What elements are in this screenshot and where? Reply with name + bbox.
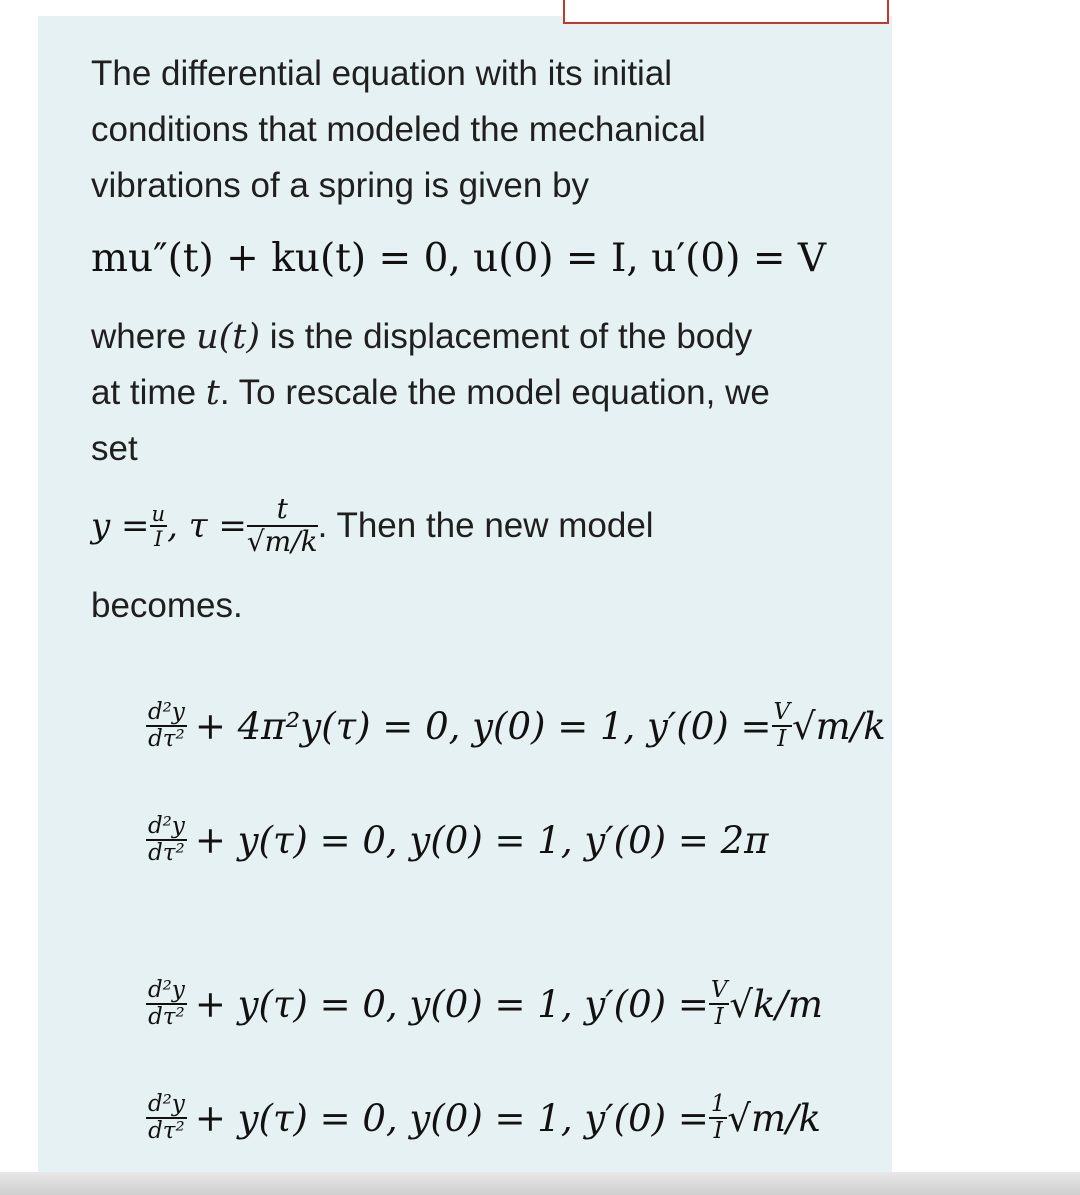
becomes-text: becomes.: [91, 586, 243, 625]
intro-paragraph: [91, 46, 851, 214]
bottom-edge: [0, 1172, 1080, 1195]
derivative-fraction: $\frac{\text{d²y}}{\text{dτ²}}$: [148, 1091, 185, 1145]
explain-paragraph: [91, 309, 851, 477]
answer-box[interactable]: [563, 0, 889, 24]
tau-fraction: $\frac{t}{√m/k}$: [246, 492, 318, 558]
derivative-fraction: $\frac{\text{d²y}}{\text{dτ²}}$: [148, 699, 185, 753]
derivative-fraction: $\frac{\text{d²y}}{\text{dτ²}}$: [148, 977, 185, 1031]
main-equation: mu″(t) + ku(t) = 0, u(0) = I, u′(0) = V: [91, 236, 827, 281]
t-var: t: [205, 373, 220, 413]
explain-line-2: at time t. To rescale the model equation, we: [91, 373, 770, 413]
explain-line-1: where u(t) is the displacement of the body: [91, 317, 753, 357]
intro-line-1: The differential equation with its initial: [91, 54, 673, 93]
option-a[interactable]: $\frac{\text{d²y}}{\text{dτ²}}$ + 4π²y(τ) = 0, y(0) = 1, y′(0) = $\frac{V}{I}$ √m/k: [148, 699, 886, 753]
explain-line-3: set: [91, 429, 138, 468]
option-b[interactable]: $\frac{\text{d²y}}{\text{dτ²}}$ + y(τ) = 0, y(0) = 1, y′(0) = 2π: [148, 813, 769, 867]
option-c[interactable]: $\frac{\text{d²y}}{\text{dτ²}}$ + y(τ) = 0, y(0) = 1, y′(0) = $\frac{V}{I}$ √k/m: [148, 977, 823, 1031]
u-of-t: u(t): [196, 317, 260, 357]
intro-line-3: vibrations of a spring is given by: [91, 166, 590, 205]
intro-line-2: conditions that modeled the mechanical: [91, 110, 706, 149]
option-d[interactable]: $\frac{\text{d²y}}{\text{dτ²}}$ + y(τ) = 0, y(0) = 1, y′(0) = $\frac{1}{I}$ √m/k: [148, 1091, 821, 1145]
y-fraction: $\frac{u}{I}$: [151, 500, 166, 551]
derivative-fraction: $\frac{\text{d²y}}{\text{dτ²}}$: [148, 813, 185, 867]
rescale-line: y = $\frac{u}{I}$ , τ = $\frac{t}{√m/k}$ . Then the new model: [91, 492, 654, 558]
